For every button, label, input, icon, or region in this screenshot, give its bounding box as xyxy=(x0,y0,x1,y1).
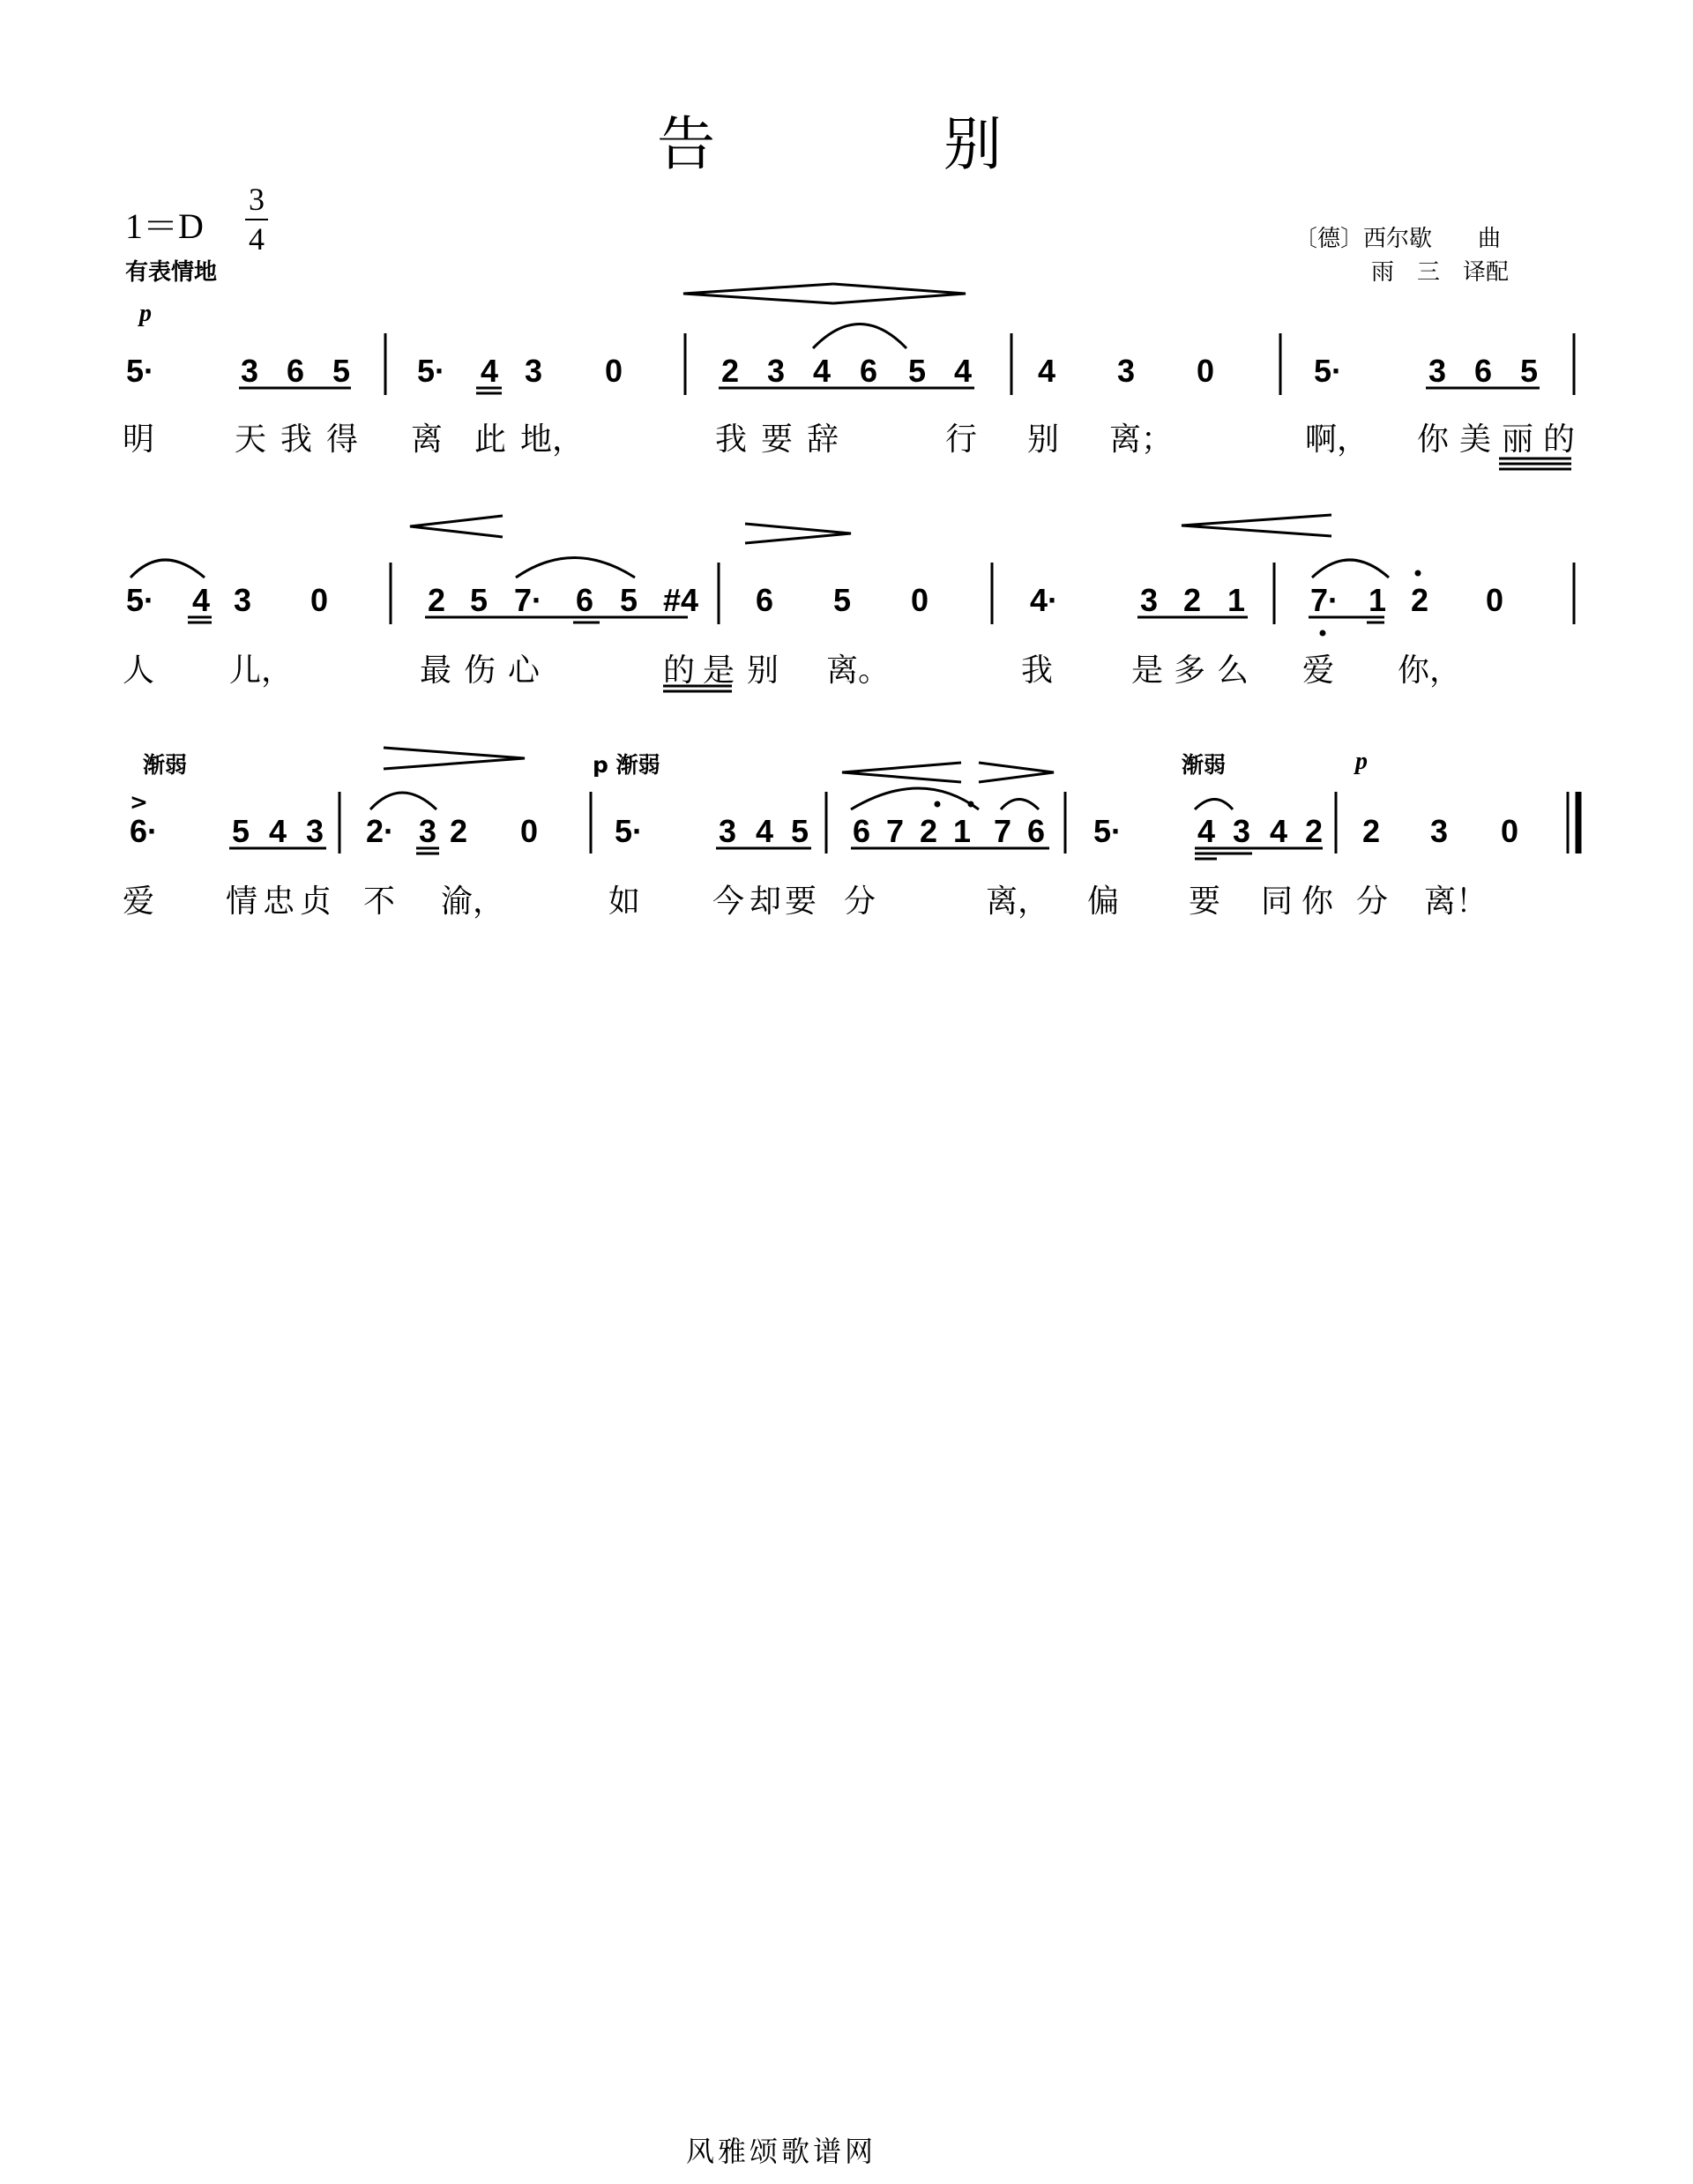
note: 4 xyxy=(269,813,287,849)
lyric: 要 xyxy=(761,421,794,458)
crescendo-hairpin xyxy=(683,284,833,303)
lyric: 如 xyxy=(608,883,641,920)
note: 0 xyxy=(911,582,929,618)
lyric: 分 xyxy=(1356,883,1389,920)
accent-mark: > xyxy=(130,789,148,815)
note: 2 xyxy=(1305,813,1324,849)
lyric: 得 xyxy=(326,421,359,458)
slur xyxy=(851,788,979,809)
note: 3 xyxy=(1117,353,1136,389)
lyric: 辞 xyxy=(807,421,839,458)
lyric: 要 xyxy=(785,883,817,920)
lyric: 地， xyxy=(520,421,585,458)
lyric: 么 xyxy=(1217,652,1249,689)
note: 2 xyxy=(1362,813,1381,849)
time-signature-bottom: 4 xyxy=(249,221,265,257)
note: 4 xyxy=(954,353,973,389)
note: 4 xyxy=(756,813,774,849)
note: 3 xyxy=(1140,582,1159,618)
note: 0 xyxy=(605,353,623,389)
note: 6 xyxy=(756,582,774,618)
note: 6 xyxy=(1027,813,1046,849)
dynamic-diminuendo-1: 渐弱 xyxy=(143,752,188,778)
note: 7 xyxy=(994,813,1012,849)
note: 2 xyxy=(1183,582,1202,618)
octave-dot xyxy=(935,801,941,808)
note: 3 xyxy=(1428,353,1447,389)
title-char-2: 别 xyxy=(943,110,1002,178)
note: 4 xyxy=(481,353,499,389)
lyric: 的 xyxy=(1543,421,1576,458)
lyric: 离！ xyxy=(1424,883,1488,920)
note: 4 xyxy=(1197,813,1216,849)
lyric: 儿， xyxy=(229,652,294,689)
lyric: 美 xyxy=(1459,421,1492,458)
lyric: 你 xyxy=(1301,883,1334,920)
note: 7· xyxy=(514,582,543,618)
slur xyxy=(516,558,635,578)
key-signature: 1＝D xyxy=(125,206,204,246)
translator-credit: 雨 三 译配 xyxy=(1371,259,1510,286)
note: 5 xyxy=(908,353,927,389)
slur xyxy=(813,324,906,349)
note: 3 xyxy=(234,582,252,618)
note: 5 xyxy=(833,582,852,618)
note: 4 xyxy=(1038,353,1056,389)
note: 0 xyxy=(1486,582,1504,618)
dynamic-piano-1: p xyxy=(139,300,152,327)
note: 2 xyxy=(428,582,446,618)
note: 7· xyxy=(1310,582,1339,618)
slur xyxy=(370,793,436,809)
note: 2 xyxy=(920,813,938,849)
lyric: 离 xyxy=(411,421,444,458)
lyric: 多 xyxy=(1174,652,1206,689)
decrescendo-hairpin xyxy=(745,524,851,543)
note: 6 xyxy=(576,582,594,618)
note: 2 xyxy=(450,813,468,849)
lyric: 要 xyxy=(1189,883,1221,920)
note: 2 xyxy=(721,353,740,389)
lyric: 今 xyxy=(712,883,745,920)
lyric: 你， xyxy=(1398,652,1462,689)
note: 5 xyxy=(791,813,809,849)
lyric: 你 xyxy=(1417,421,1450,458)
note: 4 xyxy=(192,582,211,618)
note: 3 xyxy=(1430,813,1449,849)
note: 5 xyxy=(470,582,489,618)
lyric: 是 xyxy=(1131,652,1164,689)
note: 6 xyxy=(853,813,871,849)
lyric: 爱 xyxy=(123,883,155,920)
lyric: 却 xyxy=(750,883,782,920)
lyric: 情 xyxy=(226,883,258,920)
decrescendo-hairpin xyxy=(833,284,966,303)
dynamic-diminuendo-2: 渐弱 xyxy=(1182,752,1227,778)
note: 5· xyxy=(417,353,446,389)
note: 0 xyxy=(1197,353,1215,389)
note: 1 xyxy=(1369,582,1387,618)
note: 5· xyxy=(1093,813,1122,849)
octave-dot xyxy=(1320,630,1326,637)
note: 5· xyxy=(126,353,155,389)
note: 3 xyxy=(241,353,259,389)
slur xyxy=(1001,800,1039,810)
lyric: 明 xyxy=(123,421,155,458)
note: 0 xyxy=(520,813,539,849)
note: 5 xyxy=(232,813,250,849)
lyric: 贞 xyxy=(300,883,332,920)
lyric: 渝， xyxy=(441,883,505,920)
note: 3 xyxy=(306,813,324,849)
lyric: 人 xyxy=(123,652,155,689)
note: 2· xyxy=(366,813,395,849)
note: 3 xyxy=(719,813,737,849)
octave-dot xyxy=(1415,570,1421,577)
note: 2 xyxy=(1411,582,1429,618)
note: 1 xyxy=(1227,582,1246,618)
note: #4 xyxy=(663,582,699,618)
note: 5 xyxy=(1520,353,1539,389)
note: 3 xyxy=(767,353,786,389)
note: 1 xyxy=(953,813,972,849)
note: 4 xyxy=(1270,813,1288,849)
octave-dot xyxy=(968,801,974,808)
note: 3 xyxy=(525,353,543,389)
lyric: 的 xyxy=(663,652,696,689)
note: 5· xyxy=(1314,353,1343,389)
note: 6· xyxy=(130,813,159,849)
note: 6 xyxy=(1474,353,1493,389)
note: 0 xyxy=(310,582,329,618)
title-char-1: 告 xyxy=(657,110,715,178)
note: 0 xyxy=(1501,813,1519,849)
crescendo-hairpin xyxy=(842,763,961,782)
slur xyxy=(1195,800,1233,810)
lyric: 分 xyxy=(844,883,876,920)
time-signature-top: 3 xyxy=(249,182,265,217)
dynamic-piano-2: p xyxy=(1355,748,1368,775)
crescendo-hairpin xyxy=(1182,515,1331,536)
lyric: 忠 xyxy=(263,883,295,920)
lyric: 最 xyxy=(420,652,452,689)
lyric: 爱 xyxy=(1302,652,1335,689)
note: 7 xyxy=(886,813,905,849)
note: 5· xyxy=(615,813,644,849)
lyric: 心 xyxy=(508,652,541,689)
lyric: 此 xyxy=(474,421,507,458)
lyric: 我 xyxy=(1021,652,1054,689)
lyric: 我 xyxy=(280,421,313,458)
lyric: 别 xyxy=(747,652,779,689)
lyric: 离； xyxy=(1109,421,1174,458)
note: 5 xyxy=(620,582,638,618)
crescendo-hairpin xyxy=(410,516,503,537)
dynamic-piano-diminuendo: p 渐弱 xyxy=(593,752,660,778)
lyric: 是 xyxy=(703,652,735,689)
lyric: 我 xyxy=(715,421,748,458)
tempo-marking: 有表情地 xyxy=(125,259,218,286)
lyric: 离， xyxy=(986,883,1050,920)
lyric: 离。 xyxy=(826,652,891,689)
lyric: 行 xyxy=(945,421,978,458)
site-footer: 风雅颂歌谱网 xyxy=(686,2135,877,2168)
note: 4· xyxy=(1030,582,1059,618)
decrescendo-hairpin xyxy=(979,763,1054,782)
lyric: 伤 xyxy=(464,652,496,689)
slur xyxy=(131,560,205,578)
lyric: 别 xyxy=(1027,421,1060,458)
note: 4 xyxy=(813,353,832,389)
lyric: 啊， xyxy=(1305,421,1369,458)
note: 5 xyxy=(332,353,351,389)
lyric: 不 xyxy=(363,883,396,920)
note: 3 xyxy=(419,813,437,849)
lyric: 天 xyxy=(235,421,267,458)
lyric: 丽 xyxy=(1502,421,1534,458)
slur xyxy=(1312,560,1389,578)
decrescendo-hairpin xyxy=(384,748,525,769)
note: 6 xyxy=(287,353,305,389)
note: 6 xyxy=(860,353,878,389)
composer-credit: 〔德〕西尔歇 曲 xyxy=(1294,226,1502,252)
lyric: 同 xyxy=(1261,883,1294,920)
note: 3 xyxy=(1233,813,1251,849)
lyric: 偏 xyxy=(1087,883,1120,920)
note: 5· xyxy=(126,582,155,618)
